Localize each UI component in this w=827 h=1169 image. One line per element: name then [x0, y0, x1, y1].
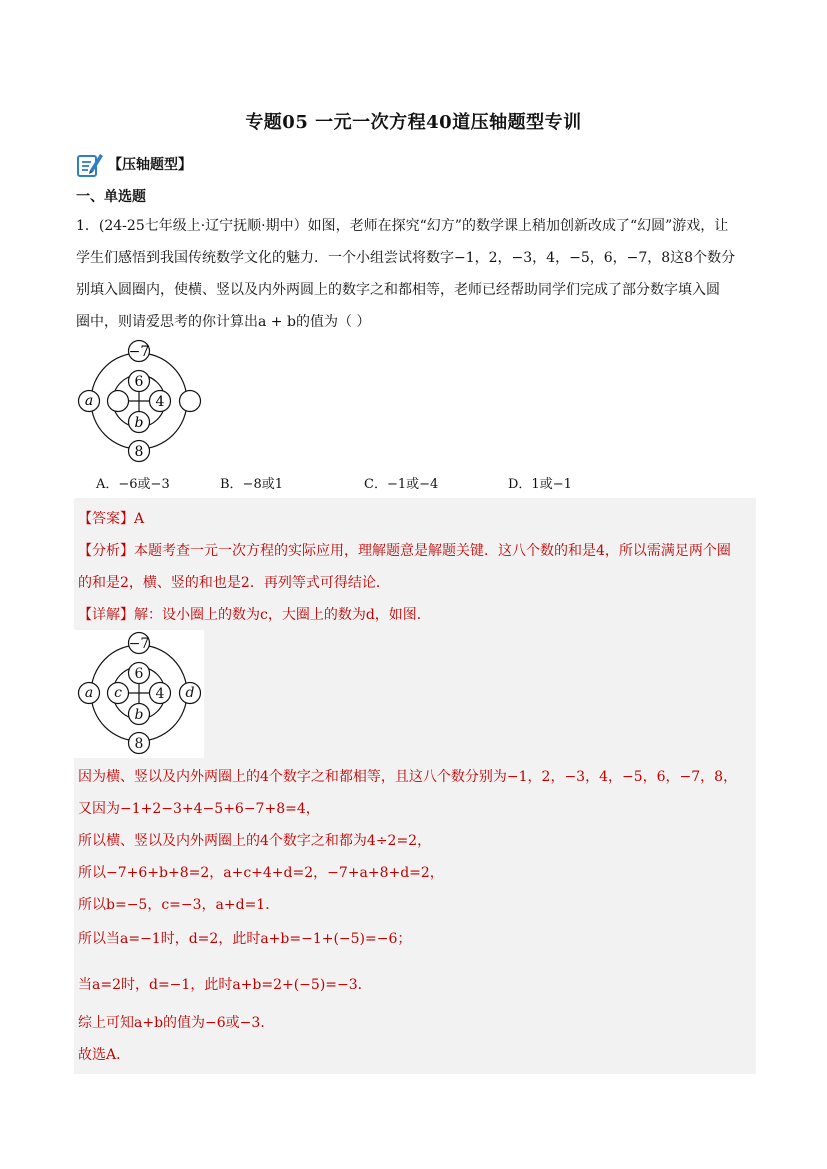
solution-step: 故选A． [78, 1047, 131, 1063]
figure-number: 8 [134, 736, 144, 752]
section-heading: 一、单选题 [76, 189, 146, 205]
solution-step: 所以当a=−1时，d=2，此时a+b=−1+(−5)=−6； [78, 931, 412, 947]
question-line: 1．(24-25七年级上·辽宁抚顺·期中）如图，老师在探究“幻方”的数学课上稍加创新改成了“幻圆”游戏，让 [76, 218, 729, 234]
solution-step: 所以b=−5，c=−3，a+d=1． [78, 897, 280, 913]
solution-step: 又因为−1+2−3+4−5+6−7+8=4， [78, 801, 320, 817]
detail-line: 【详解】解：设小圈上的数为c，大圈上的数为d，如图． [78, 607, 431, 623]
question-type-tag [76, 149, 192, 179]
page-title: 专题05 一元一次方程40道压轴题型专训 [245, 112, 582, 133]
figure-number: 8 [134, 444, 144, 460]
figure-variable: d [185, 685, 195, 701]
solution-step: 所以横、竖以及内外两圈上的4个数字之和都为4÷2=2， [78, 833, 432, 849]
question-line: 圈中，则请爱思考的你计算出a + b的值为（ ） [76, 314, 371, 330]
figure-variable: a [84, 685, 94, 701]
question-text [76, 210, 756, 338]
notepad-pencil-icon [76, 150, 104, 178]
question-line: 学生们感悟到我国传统数学文化的魅力．一个小组尝试将数字−1，2，−3，4，−5，6，−7，8这8个数分 [76, 250, 736, 266]
figure-variable: c [114, 685, 122, 701]
option-b[interactable]: B．−8或1 [220, 477, 283, 492]
answer-line: 【答案】A [78, 511, 145, 527]
figure-variable: a [84, 393, 94, 409]
solution-step: 综上可知a+b的值为−6或−3． [78, 1015, 275, 1031]
magic-circle-figure [74, 338, 206, 464]
solution-step: 所以−7+6+b+8=2，a+c+4+d=2，−7+a+8+d=2， [78, 865, 444, 881]
figure-variable: b [134, 707, 144, 723]
figure-number: 6 [134, 374, 144, 390]
analysis-line: 的和是2，横、竖的和也是2．再列等式可得结论． [78, 575, 390, 591]
solution-step: 因为横、竖以及内外两圈上的4个数字之和都相等，且这八个数分别为−1，2，−3，4，−5，6，−7，8， [78, 769, 738, 785]
figure-number: −7 [128, 636, 150, 652]
figure-variable: b [134, 415, 144, 431]
question-line: 别填入圆圈内，使横、竖以及内外两圆上的数字之和都相等，老师已经帮助同学们完成了部分数字填入圆 [76, 282, 720, 298]
option-d[interactable]: D．1或−1 [508, 477, 572, 492]
figure-number: 6 [134, 666, 144, 682]
analysis-line: 【分析】本题考查一元一次方程的实际应用，理解题意是解题关键．这八个数的和是4，所以需满足两个圈 [78, 543, 731, 559]
figure-number: 4 [155, 686, 165, 702]
option-a[interactable]: A．−6或−3 [96, 477, 170, 492]
magic-circle-figure-labeled [74, 630, 206, 756]
tag-label: 【压轴题型】 [108, 157, 192, 173]
solution-step: 当a=2时，d=−1，此时a+b=2+(−5)=−3． [78, 977, 372, 993]
figure-number: −7 [128, 344, 150, 360]
figure-number: 4 [155, 394, 165, 410]
answer-options [96, 473, 736, 497]
solution-panel [74, 498, 756, 1074]
option-c[interactable]: C．−1或−4 [364, 477, 439, 492]
